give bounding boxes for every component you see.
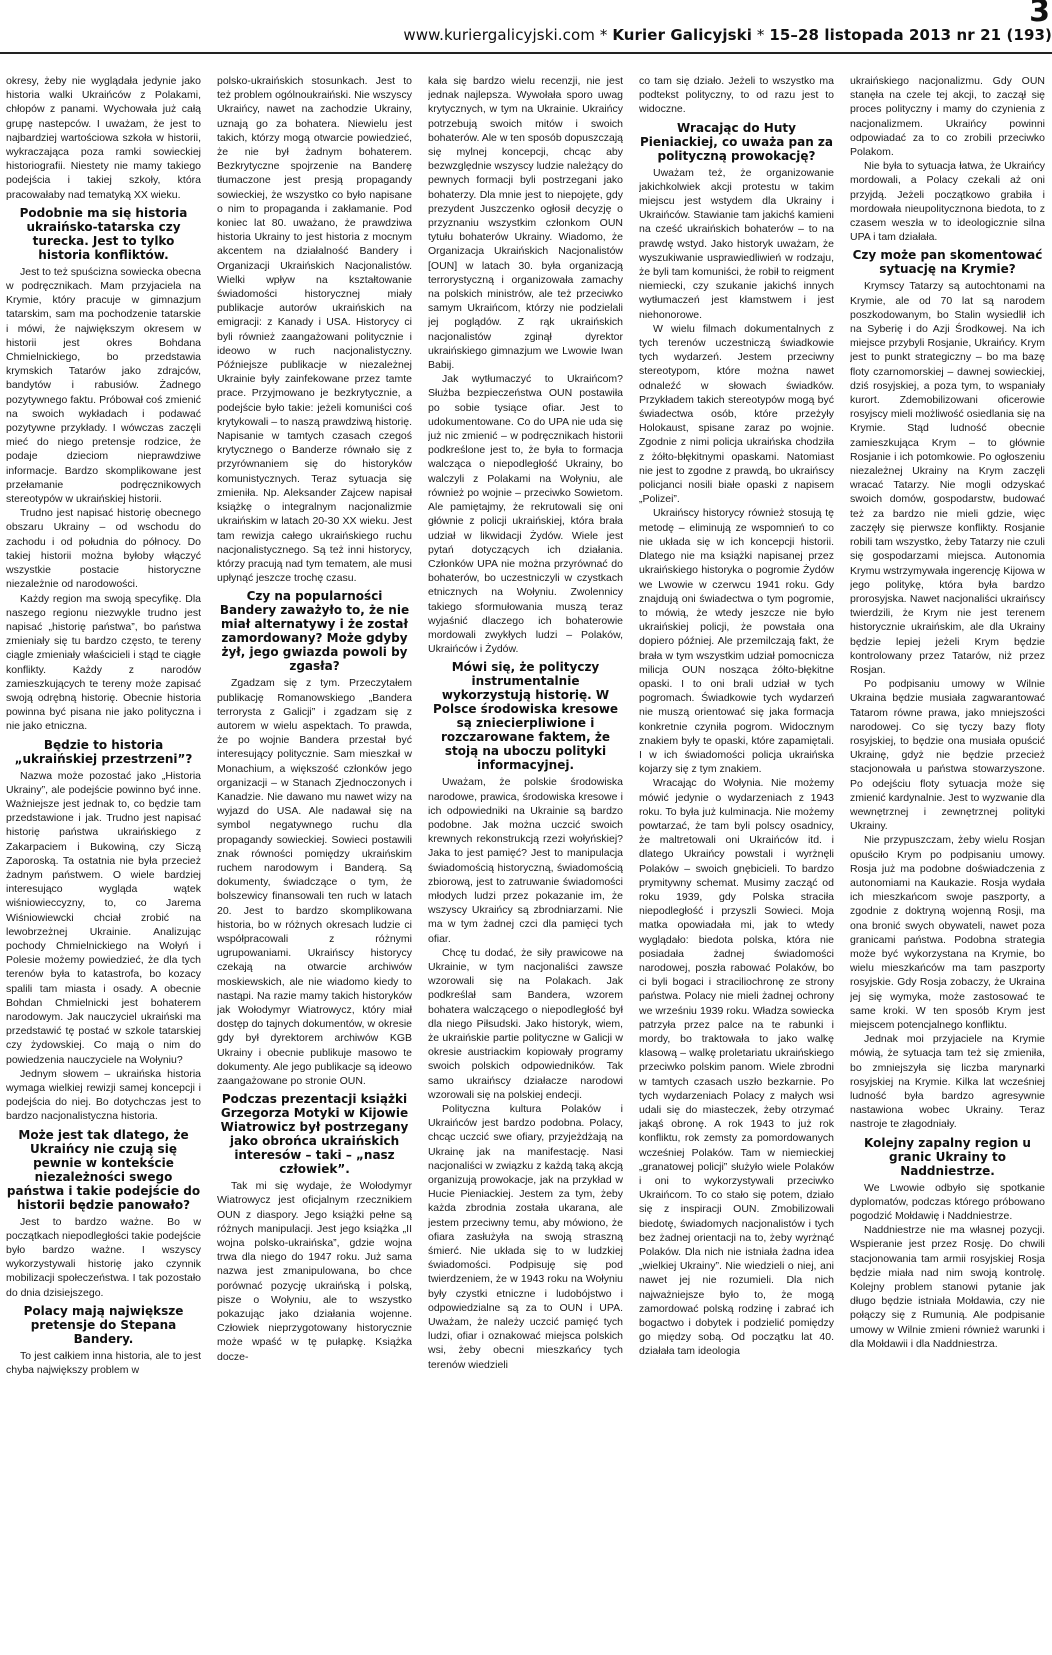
answer-paragraph: co tam się działo. Jeżeli to wszystko ma podtekst polityczny, to od razu jest to widoczne. (639, 75, 834, 116)
interview-question: Czy na popularności Bandery zaważyło to, że nie miał alternatywy i że został zamordowany? Może gdyby żył, jego gwiazda powoli by zgasła? (219, 589, 410, 674)
text-column (850, 74, 1045, 1649)
answer-paragraph: Zgadzam się z tym. Przeczytałem publikację Romanowskiego „Bandera terrorysta z Galicji” i zgadzam się z autorem w wielu aspektach. To prawda, że po wojnie Bandera przestał być interesujący politycznie. Sam mieszkał w Monachium, a większość członków jego organizacji – w Stanach Zjednoczonych i Kanadzie. Nie dawano mu nawet wizy na wyjazd do USA. Ale nadawał się na symbol negatywnego ruchu dla propagandy sowieckiej. Sowieci postawili znak równości pomiędzy ukraińskim ruchem narodowym i Banderą. Są dokumenty, świadczące o tym, że bolszewicy finansowali ten ruch w latach 20. Jest to bardzo skomplikowana historia, bo w różnych okresach ludzie ci współpracowali z różnymi ugrupowaniami. Ukraińscy historycy czekają na otwarcie archiwów moskiewskich, ale nie wiadomo kiedy to nastąpi. Na razie mamy takich historyków jak Wołodymyr Wiatrowycz, który miał dostęp do tajnych dokumentów, w okresie gdy był dyrektorem archiwów KGB Ukrainy i obecnie publikuje masowo te dokumenty. Ale jego publikacje są ideowo zaangażowane po stronie OUN. (217, 677, 412, 1087)
text-column (428, 74, 623, 1649)
text-column (6, 74, 201, 1649)
answer-paragraph: Krymscy Tatarzy są autochtonami na Krymie, ale od 70 lat są narodem poszkodowanym, bo Stalin wysiedlił ich na Syberię i do Azji Środkowej. Na ich miejsce przybyli Rosjanie, Ukraińcy. Krym jest to punkt strategiczny – bo ma bazę floty czarnomorskiej – dawnej sowieckiej, dziś rosyjskiej, a poza tym, to wspaniały kurort. Zdemobilizowani oficerowie rosyjscy mieli możliwość osiedlania się na Krymie. Stąd ludność obecnie zamieszkująca Krym – to głównie Rosjanie i ich potomkowie. Po ogłoszeniu niezależnej Ukrainy na Krym zaczęli wracać Tatarzy. Nie mogli odzyskać swoich domów, gospodarstw, budować też za bardzo nie mieli gdzie, więc zaczęły się pierwsze konflikty. Rosjanie robili tam wszystko, żeby Tatarzy nie czuli się gospodarzami miejsca. Autonomia Krymu wstrzymywała ingerencję Kijowa w jego politykę, która była bardzo prorosyjska. Nawet nacjonaliści ukraińscy twierdzili, że Krym nie jest terenem historycznie ukraińskim, ale dla Ukrainy będzie lepiej jeżeli Krym będzie kontrolowany przez Tatarów, niż przez Rosjan. (850, 280, 1045, 676)
article-body (6, 74, 1046, 1649)
interview-question: Może jest tak dlatego, że Ukraińcy nie czują się pewnie w kontekście niezależności swego państwa i takie podejście do historii będzie panowało? (6, 1127, 201, 1212)
interview-question: Polacy mają największe pretensje do Stepana Bandery. (23, 1303, 184, 1346)
answer-paragraph: Trudno jest napisać historię obecnego obszaru Ukrainy – od wschodu do zachodu i od południa do północy. Do takiej historii można byłoby włączyć wszystkie postacie historyczne niezależnie od narodowości. (6, 507, 201, 591)
header-line (403, 26, 1052, 44)
interview-question: Czy może pan skomentować sytuację na Krymie? (852, 248, 1043, 277)
answer-paragraph: Nie przypuszczam, żeby wielu Rosjan opuściło Krym po podpisaniu umowy. Rosja już ma podobne doświadczenia z autonomiami na Kaukazie. Rosja wydała ich mieszkańcom swoje paszporty, a zgodnie z doktryną wojenną Rosji, ma ona bronić swych obywateli, nawet poza granicami państwa. Podobna strategia może być wykorzystana na Krymie, bo wielu mieszkańców ma tam paszporty rosyjskie. Gdy Rosja zobaczy, że Ukraina jej się wymyka, może zastosować te same kroki. W ten sposób Krym jest miejscem potencjalnego konfliktu. (850, 834, 1045, 1031)
answer-paragraph: okresy, żeby nie wyglądała jedynie jako historia walki Ukraińców z Polakami, chłopów z panami. Wychowała już całą grupę nastepców. I uważam, że jest to najbardziej wartościowa szkoła w historii, wykraczająca poza ramki sowieckiej historiografii. Niestety nie mamy takiego podejścia i takiej szkoły, która pracowałaby nad tematyką XX wieku. (6, 75, 201, 201)
answer-paragraph: kała się bardzo wielu recenzji, nie jest jednak najlepsza. Wywołała sporo uwag krytycznych, w tym na Ukrainie. Ukraińcy potrzebują swoich mitów i swoich bohaterów. Ale w ten sposób dopuszczają się mylnej koncepcji, chcąc aby bezwzględnie wszyscy ludzie należący do pewnych formacji byli postrzegani jako bohaterzy. Dla mnie jest to niepojęte, gdy prezydent Juszczenko ogłosił decyzję o przyznaniu wszystkim członkom OUN tytułu bohaterów Ukrainy. Wiadomo, że Organizacja Ukraińskich Nacjonalistów [OUN] w latach 30. była organizacją terrorystyczną i organizowała zamachy na polskich ministrów, ale też przeciwko samym Ukraińcom, którzy nie podzielali jej poglądów. Z rąk ukraińskich nacjonalistów zginął dyrektor ukraińskiego gimnazjum we Lwowie Iwan Babij. (428, 75, 623, 372)
interview-question: Podobnie ma się historia ukraińsko-tatarska czy turecka. Jest to tylko historia konfliktów. (19, 205, 188, 262)
answer-paragraph: We Lwowie odbyło się spotkanie dyplomatów, podczas którego próbowano pogodzić Mołdawię i Naddniestrze. (850, 1181, 1045, 1223)
answer-paragraph: Jednak moi przyjaciele na Krymie mówią, że sytuacja tam też się zmieniła, bo zmniejszyła się liczba marynarki rosyjskiej na Krymie. Kilka lat wcześniej ludność była bardzo agresywnie nastawiona wobec Ukrainy. Teraz nastroje te złagodniały. (850, 1033, 1045, 1131)
interview-question: Kolejny zapalny region u granic Ukrainy to Naddniestrze. (864, 1135, 1031, 1178)
answer-paragraph: Jest to bardzo ważne. Bo w początkach niepodległości takie podejście było bardzo ważne. I wszyscy wykorzystywali historię jako czynnik mobilizacji społeczeństwa. I tak pozostało do dnia dzisiejszego. (6, 1215, 201, 1299)
answer-paragraph: Chcę tu dodać, że siły prawicowe na Ukrainie, w tym nacjonaliści zawsze wzorowali się na Polakach. Jak podkreślał sam Bandera, wzorem bohatera walczącego o niepodległość był dla niego Piłsudski. Jako historyk, wiem, że ukraińskie partie polityczne w Galicji w okresie austriackim kopiowały programy swoich polskich odpowiedników. Tak samo ukraińscy działacze narodowi wzorowali się na polskiej endecji. (428, 946, 623, 1101)
answer-paragraph: Uważam też, że organizowanie jakichkolwiek akcji protestu w takim miejscu jest wstydem dla Ukrainy i Ukraińców. Stawianie tam jakichś kamieni na cześć ukraińskich bohaterów – to na prawdę wstyd. Jako historyk uważam, że wyszukiwanie usprawiedliwień w rodzaju, że byli tam komuniści, że robił to reigment niemiecki, czy szukanie jakichś innych wytłumaczeń jest kłamstwem i jest niehonorowe. (639, 166, 834, 321)
header-rule (0, 52, 1052, 54)
header-separator: * (751, 26, 770, 44)
answer-paragraph: W wielu filmach dokumentalnych z tych terenów uczestniczą świadkowie tych wydarzeń. Jestem przeciwny stereotypom, które można nawet odnaleźć w słowach świadków. Przykładem takich stereotypów mogą być świadectwa osób, które przeżyły Holokaust, spisane zaraz po wojnie. Zgodnie z nimi policja ukraińska chodziła z żółto-błękitnymi opaskami. Natomiast nie jest to zgodne z prawdą, bo ukraińscy policjanci nosili białe opaski z napisem „Polizei”. (639, 322, 834, 506)
answer-paragraph: To jest całkiem inna historia, ale to jest chyba największy problem w (6, 1349, 201, 1377)
paper-name: Kurier Galicyjski (612, 26, 752, 44)
answer-paragraph: Jednym słowem – ukraińska historia wymaga wielkiej rewizji samej koncepcji i podejścia do niej. Bo dotychczas jest to bardzo nacjonalistyczna historia. (6, 1067, 201, 1123)
answer-paragraph: Tak mi się wydaje, że Wołodymyr Wiatrowycz jest oficjalnym rzecznikiem OUN z diaspory. Jego książki pełne są różnych manipulacji. Jest jego książka „II wojna polsko-ukraińska”, gdzie wojna trwa dla niego do 1947 roku. Już sama nazwa jest zmanipulowana, bo chce porównać pozycję ukraińską i polską, pisze o Wołyniu, ale to wszystko pokazując jako działania wojenne. Człowiek nieprzygotowany historycznie może wpaść w tę pułapkę. Książka docze- (217, 1180, 412, 1363)
header-separator: * (594, 26, 613, 44)
answer-paragraph: Wracając do Wołynia. Nie możemy mówić jedynie o wydarzeniach z 1943 roku. To była już kulminacja. Nie możemy powtarzać, że tam byli polscy osadnicy, że maltretowali oni Ukraińców itd. i dlatego Ukraińcy powstali i wyrżnęli Polaków – swoich gnębicieli. To bardzo prymitywny schemat. Musimy zacząć od roku 1939, gdy Polska straciła niepodległość i przyszli Sowieci. Moja matka opowiadała mi, jak to wtedy wyglądało: biedota polska, która nie posiadała żadnej świadomości narodowej, poszła rabować Polaków, bo ci byli bogaci i straciliochronę ze strony państwa. Polacy nie mieli żadnej ochrony we wrześniu 1939 roku. Władza sowiecka patrzyła przez palce na te rabunki i mordy, bo traktowała to jako walkę klasową – walkę proletariatu ukraińskiego przeciwko polskim panom. Wiele zbrodni w tamtych czasach uszło bezkarnie. Po tych wydarzeniach Polacy z małych wsi udali się do miasteczek, żeby otrzymać jakąś obronę. A rok 1943 to już rok konfliktu, rok zemsty za pomordowanych wcześniej Polaków. Tam w niemieckiej „granatowej policji” służyło wiele Polaków i oni to wykorzystywali przeciwko Ukraińcom. To co stało się potem, działo się z inspiracji OUN. Zmobilizowali biedotę, świadomych nacjonalistów i tych bez żadnej orientacji na to, żeby wyrżnąć Polaków. Dla nich nie istniała żadna idea „wielkiej Ukrainy”. Nie wiedzieli o niej, ani nawet jej nie rozumieli. Dla nich najważniejsze było to, że mogą zamordować polską rodzinę i zabrać ich bogactwo i dobytek i podzielić pomiędzy go między sobą. Od początku lat 40. działała tam ideologia (639, 777, 834, 1358)
answer-paragraph: Uważam, że polskie środowiska narodowe, prawica, środowiska kresowe i ich odpowiedniki na Ukrainie są bardzo podobne. Jak można uczcić swoich krewnych rekonstrukcją rzezi wołyńskiej? Jaka to jest pamięć? Jest to manipulacja świadomością historyczną, świadomością zbiorową, jest to zatruwanie świadomości młodych ludzi przez pokazanie im, że wszyscy Ukraińcy są zbrodniarzami. Nie ma w tym żadnej czci dla pamięci tych ofiar. (428, 776, 623, 945)
site-url: www.kuriergalicyjski.com (403, 26, 595, 44)
answer-paragraph: Jest to też spuścizna sowiecka obecna w podręcznikach. Mam przyjaciela na Krymie, który pracuje w gimnazjum tatarskim, sam ma pochodzenie tatarskie i mówi, że największym okresem w historii jest okres Bohdana Chmielnickiego, bo przedstawia krymskich Tatarów jako zdrajców, bandytów i rabusiów. Żadnego pozytywnego faktu. Próbował coś zmienić na swoich wykładach i podawać pozytywne przykłady. I wówczas zaczęli mieć do niego pretensje rodzice, że podaje dzieciom nieprawdziwe informacje. Bardzo skomplikowane jest przełamanie podręcznikowych stereotypów w ukraińskiej historii. (6, 265, 201, 506)
answer-paragraph: Nazwa może pozostać jako „Historia Ukrainy”, ale podejście powinno być inne. Ważniejsze jest jednak to, co będzie tam przedstawione i jak. Trudno jest napisać historię państwa ukraińskiego z Zakarpaciem i Bukowiną, czy Siczą Zaporoską. Ta ostatnia nie była przecież żadnym państwem. O wiele bardziej interesująco wygląda wątek wiśniowieccyzny, to, co Jarema Wiśniowiewcki chciał zrobić na lewobrzeżnej Ukrainie. Analizując pochody Chmielnickiego na Wołyń i Polesie możemy powiedzieć, że dla tych terenów była to katastrofa, bo kozacy spalili tam miasta i osady. A obecnie Bohdan Chmielnicki jest bohaterem narodowym. Jak nauczyciel ukraiński ma przedstawić tę postać w szkole tatarskiej czy żydowskiej. Co mają o nim do powiedzenia nauczyciele na Wołyniu? (6, 769, 201, 1066)
answer-paragraph: Po podpisaniu umowy w Wilnie Ukraina będzie musiała zagwarantować Tatarom równe prawa, jako mniejszości narodowej. Co się tyczy bazy floty rosyjskiej, to będzie ona musiała opuścić Ukrainę, gdyż nie będzie przecież stacjonowała u państwa stowarzyszone. Po odejściu floty sytuacja może się zmienić kardynalnie. Jest to wyzwanie dla wewnętrznej i zewnętrznej polityki Ukrainy. (850, 678, 1045, 833)
page-header (0, 0, 1052, 54)
text-column (639, 74, 834, 1649)
answer-paragraph: Ukraińscy historycy również stosują tę metodę – eliminują ze wspomnień to co nie układa się w ich koncepcji historii. Dlatego nie ma książki napisanej przez ukraińskiego historyka o pogromie Żydów we Lwowie w czerwcu 1941 roku. Gdy znajdują oni świadectwa o tym pogromie, to mówią, że wtedy jeszcze nie było ukraińskiej policji, że powstała ona dopiero później. Ale przemilczają fakt, że brała w tym wszystkim udział pomocnicza milicja OUN nosząca żółto-błękitne opaski. I to oni brali udział w tych pogromach. Świadkowie tych wydarzeń nie muszą orientować się jaka formacja konkretnie czyniła pogrom. Widocznym znakiem były te opaski, które zapamiętali. I w ich świadomości policja ukraińska kojarzy się z tym znakiem. (639, 507, 834, 776)
answer-paragraph: polsko-ukraińskich stosunkach. Jest to też problem ogólnoukraiński. Nie wszyscy Ukraińcy, nawet na zachodzie Ukrainy, uznają go za bohatera. Niewielu jest takich, którzy mogą otwarcie powiedzieć, że nie był żadnym bohaterem. Bezkrytyczne spojrzenie na Banderę tłumaczone jest presją propagandy sowieckiej, że wszystko co było napisane o nim to propaganda i zakłamanie. Pod koniec lat 80. uważano, że prawdziwa historia Ukrainy to jest historia z mocnym akcentem na działalność Bandery i Organizacji Ukraińskich Nacjonalistów. Wielki wpływ na kształtowanie świadomości historycznej miały publikacje autorów ukraińskich na emigracji: z Kanady i USA. Historycy ci byli również zaangażowani politycznie i ideowo w ruch nacjonalistyczny. Późniejsze publikacje w niezależnej Ukrainie były zainfekowane przez tamte prace. Przyjmowano je bezkrytycznie, a podejście było takie: jeżeli komuniści coś krytykowali – to naszą prawdziwą historię. Napisanie w tamtych czasach czegoś krytycznego o Banderze równało się z przyrównaniem się do historyków komunistycznych. Teraz sytuacja się zmieniła. Np. Aleksander Zajcew napisał książkę o integralnym nacjonalizmie ukraińskim w latach 20-30 XX wieku. Jest tam rewizja całego ukraińskiego ruchu nacjonalistycznego. Są też inni historycy, którzy pracują nad tym tematem, ale musi upłynąć jeszcze trochę czasu. (217, 75, 412, 585)
interview-question: Wracając do Huty Pieniackiej, co uważa pan za polityczną prowokację? (639, 120, 833, 163)
text-column (217, 74, 412, 1649)
answer-paragraph: Nie była to sytuacja łatwa, że Ukraińcy mordowali, a Polacy czekali aż oni przyjdą. Jeżeli początkowo grabiła i mordowała nieupolitycznona biedota, to z czasem weszła w to ideologicznie silna UPA i tam działała. (850, 160, 1045, 244)
interview-question: Będzie to historia „ukraińskiej przestrzeni”? (14, 737, 193, 766)
answer-paragraph: ukraińskiego nacjonalizmu. Gdy OUN stanęła na czele tej akcji, to zaczął się proces polityczny i mamy do czynienia z nacjonalizmem. Ukraińcy powinni odpowiadać za to co zrobili przeciwko Polakom. (850, 75, 1045, 159)
interview-question: Mówi się, że polityczy instrumentalnie wykorzystują historię. W Polsce środowiska kresowe są zniecierpliwione i rozczarowane faktem, że stoją na uboczu polityki informacyjnej. (432, 660, 619, 773)
answer-paragraph: Jak wytłumaczyć to Ukraińcom? Służba bezpieczeństwa OUN postawiła po sobie tysiące ofiar. Jest to udokumentowane. Co do UPA nie uda się już nic zmienić – w podręcznikach historii podkreślone jest to, że była to formacja walcząca o niepodległość Ukrainy, bo walczyli z Polakami na Wołyniu, ale również po wojnie – przeciwko Sowietom. Ale pamiętajmy, że rekrutowali się oni głównie z policji ukraińskiej, która brała udział w likwidacji Żydów. Wiele jest pytań dotyczących ich działania. Członków UPA nie można przyrównać do bohaterów, bo uczestniczyli w czystkach etnicznych na Wołyniu. Zwolennicy takiego sformułowania muszą teraz wyjaśnić dlaczego ich bohaterowie mordowali zwykłych ludzi – Polaków, Ukraińców i Żydów. (428, 373, 623, 656)
interview-question: Podczas prezentacji książki Grzegorza Motyki w Kijowie Wiatrowicz był postrzegany jako obrońca ukraińskich interesów – taki – „nasz człowiek”. (220, 1092, 409, 1177)
answer-paragraph: Polityczna kultura Polaków i Ukraińców jest bardzo podobna. Polacy, chcąc uczcić swe ofiary, przyjeżdżają na Ukrainę jak na manifestację. Nasi nacjonaliści w związku z każdą taką akcją organizują prowokacje, jak na przykład w Hucie Pieniackiej. Jestem za tym, żeby każda zbrodnia została ukarana, ale jestem przeciwny temu, aby mówiono, że ofiara zasłużyła na swoją straszną śmierć. Nie układa się to w ludzkiej świadomości. Podpisuję się pod twierdzeniem, że w 1943 roku na Wołyniu były czystki etniczne i ludobójstwo i odpowiedzialne są za to OUN i UPA. Uważam, że należy uczcić pamięć tych ludzi, ofiar i oznakować miejsca polskich wsi, żeby obecni mieszkańcy tych terenów wiedzieli (428, 1103, 623, 1371)
issue-info: 15–28 listopada 2013 nr 21 (193) (769, 26, 1052, 44)
answer-paragraph: Naddniestrze nie ma własnej pozycji. Wspieranie jest przez Rosję. Do chwili stacjonowania tam armii rosyjskiej Rosja będzie miała nad nim swoją kontrolę. Kolejny problem stanowi pytanie jak długo będzie istniała Mołdawia, czy nie połączy się z Rumunią. Ale podpisanie umowy w Wilnie zmieni również warunki i dla Mołdawii i dla Naddniestrza. (850, 1224, 1045, 1350)
page-number: 3 (1029, 0, 1050, 29)
answer-paragraph: Każdy region ma swoją specyfikę. Dla naszego regionu niezwykle trudno jest napisać „historię państwa”, bo państwa zmieniały się tu bardzo często, te tereny ciągle zmieniały właścicieli i stąd te ciągłe konflikty. Każdy z narodów zamieszkujących te tereny może zapisać swoją odrębną historię. Obecnie historia powinna być pisana nie jako polityczna i nie jako etniczna. (6, 592, 201, 733)
